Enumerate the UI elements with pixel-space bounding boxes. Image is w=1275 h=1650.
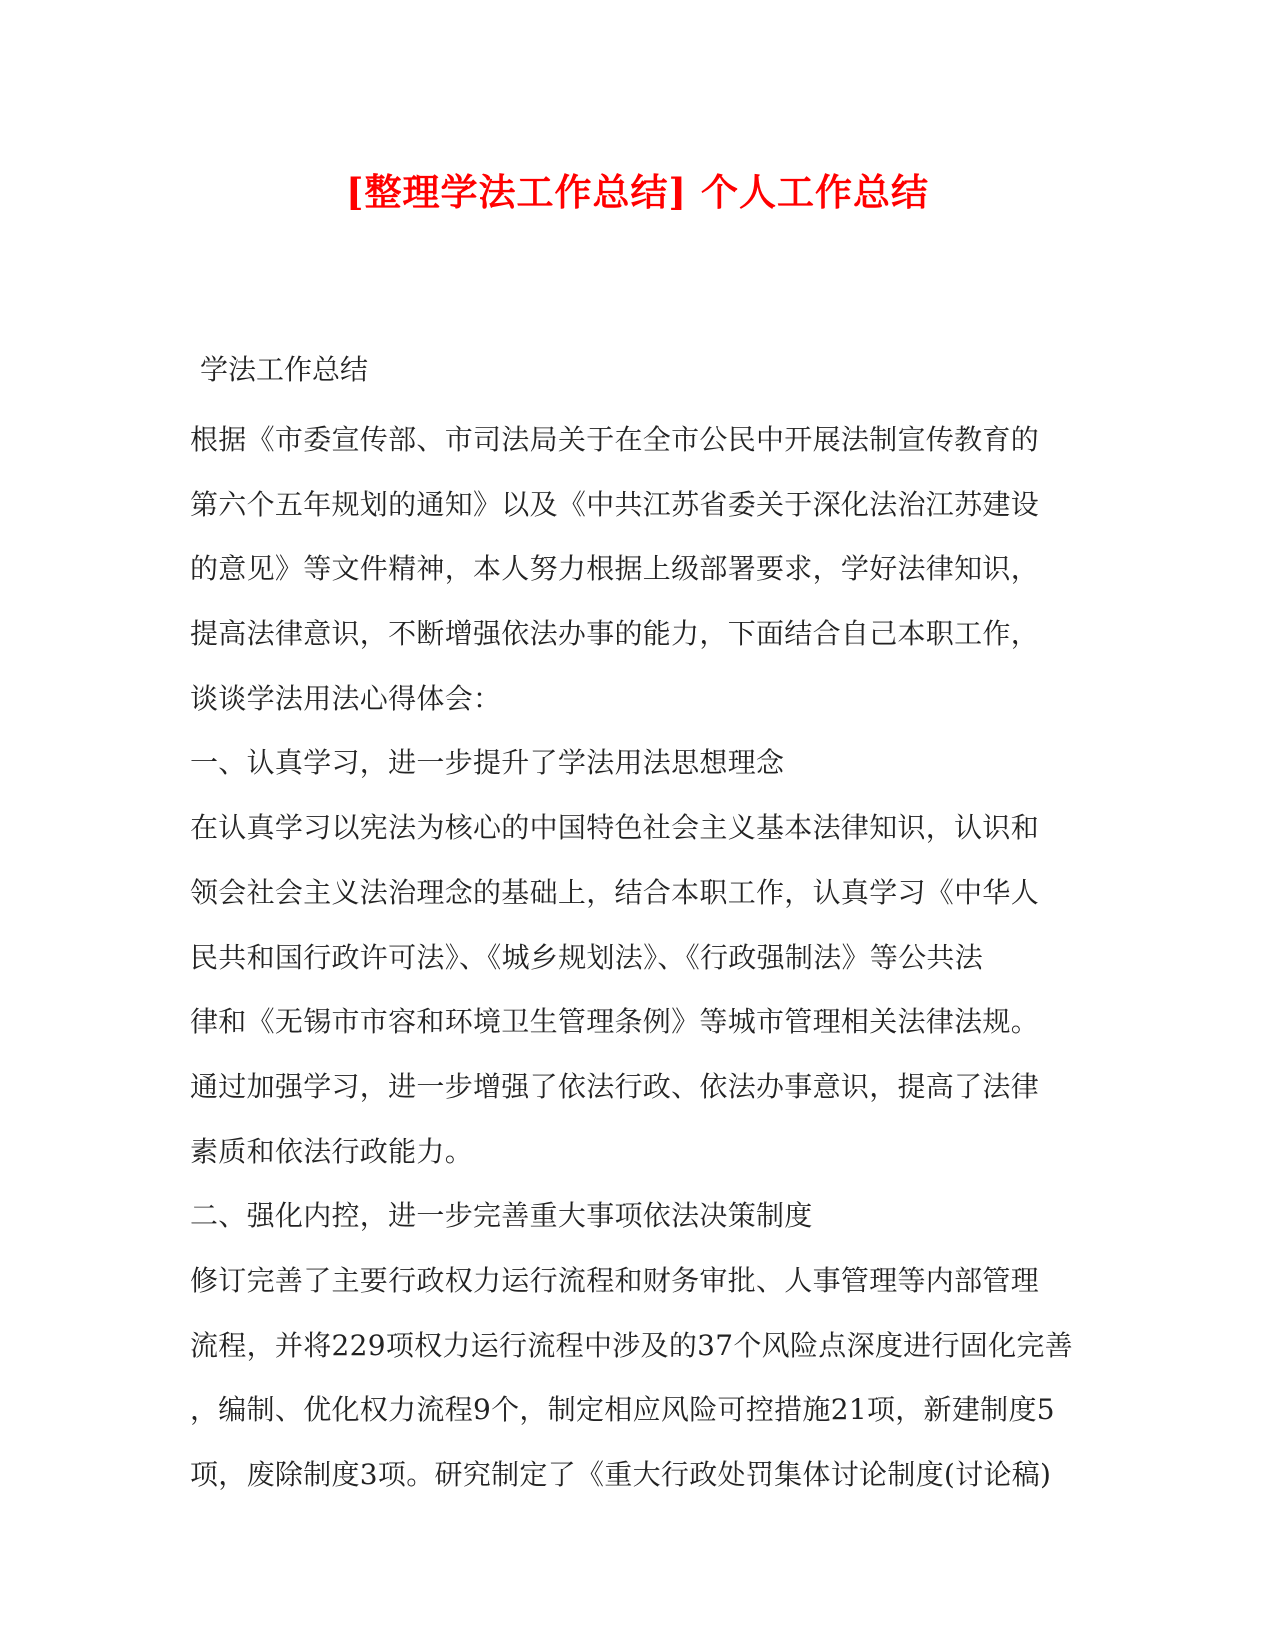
body-line: 的意见》等文件精神，本人努力根据上级部署要求，学好法律知识， [190, 552, 1040, 586]
body-line: 流程，并将229项权力运行流程中涉及的37个风险点深度进行固化完善 [190, 1328, 1073, 1362]
body-line: 第六个五年规划的通知》以及《中共江苏省委关于深化法治江苏建设 [190, 487, 1040, 521]
document-body [190, 408, 1090, 1508]
body-line: 通过加强学习，进一步增强了依法行政、依法办事意识，提高了法律 [190, 1069, 1040, 1103]
body-line: 谈谈学法用法心得体会： [190, 681, 502, 715]
section-heading: 二、强化内控，进一步完善重大事项依法决策制度 [190, 1199, 813, 1233]
body-line: 律和《无锡市市容和环境卫生管理条例》等城市管理相关法律法规。 [190, 1005, 1040, 1039]
body-line: 项，废除制度3项。研究制定了《重大行政处罚集体讨论制度(讨论稿) [190, 1458, 1052, 1491]
body-line: 提高法律意识，不断增强依法办事的能力，下面结合自己本职工作， [190, 617, 1040, 651]
body-line: 根据《市委宣传部、市司法局关于在全市公民中开展法制宣传教育的 [190, 423, 1040, 456]
document-subtitle: 学法工作总结 [200, 353, 369, 386]
section-heading: 一、认真学习，进一步提升了学法用法思想理念 [190, 746, 785, 780]
body-line: ，编制、优化权力流程9个，制定相应风险可控措施21项，新建制度5 [190, 1393, 1055, 1427]
body-line: 领会社会主义法治理念的基础上，结合本职工作，认真学习《中华人 [190, 875, 1040, 909]
body-line: 修订完善了主要行政权力运行流程和财务审批、人事管理等内部管理 [190, 1263, 1040, 1297]
body-line: 素质和依法行政能力。 [190, 1134, 474, 1168]
body-line: 民共和国行政许可法》、《城乡规划法》、《行政强制法》等公共法 [190, 940, 984, 974]
document-title: [整理学法工作总结] 个人工作总结 [346, 170, 929, 214]
body-line: 在认真学习以宪法为核心的中国特色社会主义基本法律知识，认识和 [190, 811, 1040, 845]
